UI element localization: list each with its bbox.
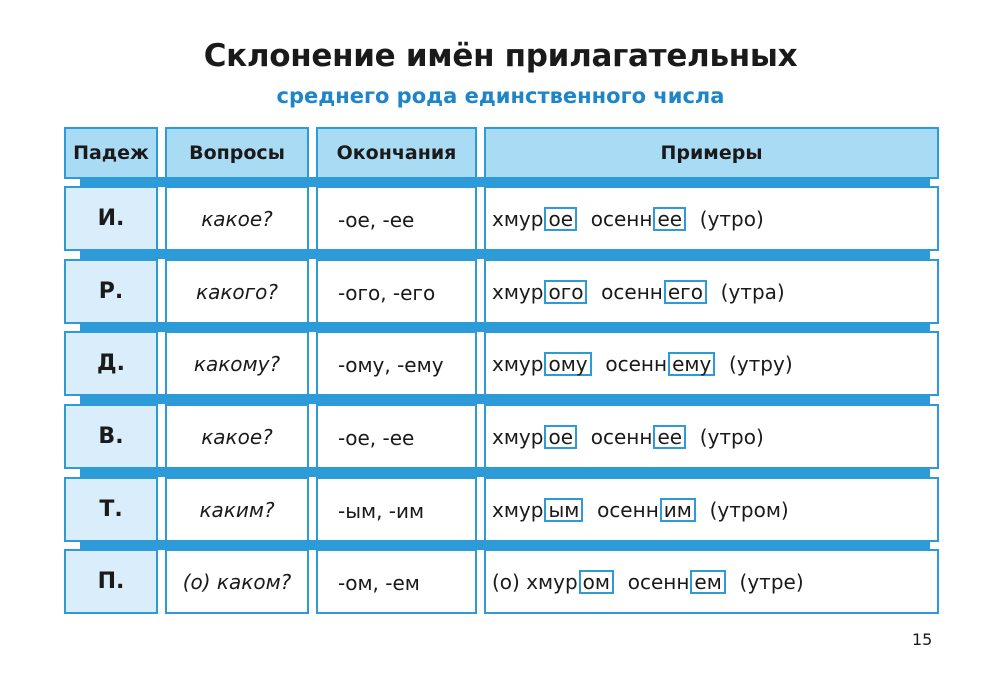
question-cell: какого? [165, 259, 309, 324]
example-cell [484, 186, 939, 251]
example-word2-ending: ее [653, 207, 686, 231]
endings-cell: -ого, -его [316, 259, 477, 324]
example-word1-stem: хмур [492, 351, 544, 376]
example-word1-stem: хмур [492, 279, 544, 304]
example-noun: (утро) [699, 424, 764, 449]
example-word1-ending: ое [544, 425, 577, 449]
example-gap [687, 425, 700, 449]
example-word1-stem: хмур [492, 424, 544, 449]
example-gap [708, 280, 721, 304]
example-gap [716, 352, 729, 376]
example-word2-stem: осенн [605, 351, 668, 376]
example-word1-stem: хмур [526, 569, 578, 594]
example-noun: (утре) [739, 569, 804, 594]
question-cell: какому? [165, 331, 309, 396]
example-gap [584, 498, 597, 522]
example-word2-stem: осенн [590, 206, 653, 231]
example-word2-stem: осенн [627, 569, 690, 594]
example-word2-stem: осенн [590, 424, 653, 449]
example-word2-ending: ем [690, 570, 725, 594]
case-cell: Д. [64, 331, 158, 396]
example-cell [484, 404, 939, 469]
example-word2-ending: им [660, 498, 696, 522]
example-gap [727, 570, 740, 594]
example-word2-ending: его [664, 280, 707, 304]
endings-cell: -ое, -ее [316, 404, 477, 469]
example-cell [484, 549, 939, 614]
example-noun: (утру) [729, 351, 793, 376]
example-noun: (утро) [699, 206, 764, 231]
header-endings: Окончания [316, 127, 477, 179]
endings-cell: -ом, -ем [316, 549, 477, 614]
example-word1-ending: ого [544, 280, 587, 304]
example-gap [687, 207, 700, 231]
example-word1-ending: ым [544, 498, 583, 522]
example-word1-ending: ом [579, 570, 614, 594]
page-title: Склонение имён прилагательных [203, 38, 798, 74]
example-word1-stem: хмур [492, 497, 544, 522]
endings-cell: -ому, -ему [316, 331, 477, 396]
case-cell: П. [64, 549, 158, 614]
question-cell: каким? [165, 477, 309, 542]
example-noun: (утром) [709, 497, 789, 522]
case-cell: В. [64, 404, 158, 469]
example-gap [615, 570, 628, 594]
example-word1-ending: ое [544, 207, 577, 231]
example-prefix: (о) [492, 569, 527, 594]
example-word2-ending: ему [668, 352, 715, 376]
example-word1-ending: ому [544, 352, 591, 376]
question-cell: какое? [165, 186, 309, 251]
example-noun: (утра) [720, 279, 785, 304]
header-examples: Примеры [484, 127, 939, 179]
question-cell: (о) каком? [165, 549, 309, 614]
example-cell [484, 331, 939, 396]
example-gap [578, 207, 591, 231]
header-case: Падеж [64, 127, 158, 179]
case-cell: Р. [64, 259, 158, 324]
example-word1-stem: хмур [492, 206, 544, 231]
example-cell [484, 259, 939, 324]
example-word2-stem: осенн [597, 497, 659, 522]
page-number: 15 [912, 630, 933, 649]
example-word2-ending: ее [653, 425, 686, 449]
case-cell: И. [64, 186, 158, 251]
example-gap [588, 280, 601, 304]
example-cell [484, 477, 939, 542]
header-questions: Вопросы [165, 127, 309, 179]
page-subtitle: среднего рода единственного числа [276, 84, 725, 108]
case-cell: Т. [64, 477, 158, 542]
example-gap [593, 352, 606, 376]
example-word2-stem: осенн [601, 279, 663, 304]
example-gap [697, 498, 710, 522]
endings-cell: -ое, -ее [316, 186, 477, 251]
example-gap [578, 425, 591, 449]
question-cell: какое? [165, 404, 309, 469]
endings-cell: -ым, -им [316, 477, 477, 542]
